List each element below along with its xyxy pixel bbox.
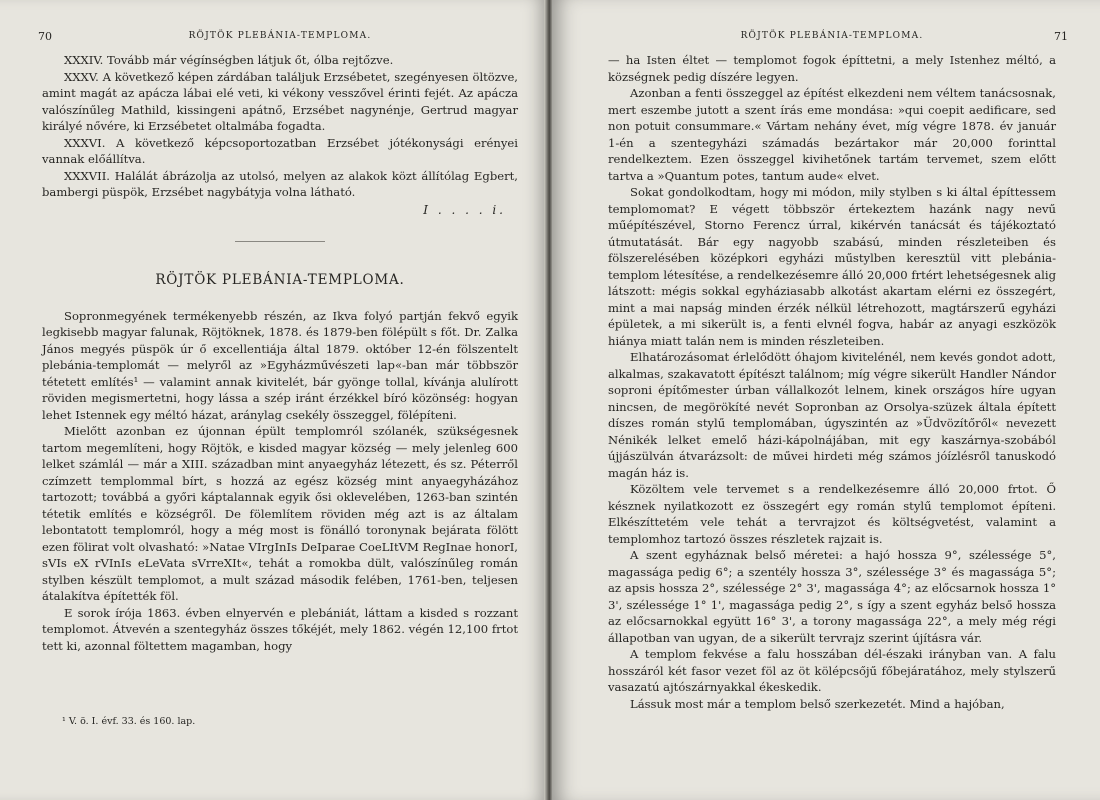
article-paragraph: Azonban a fenti összeggel az építést elkezdeni nem véltem tanácsosnak, mert eszembe jutott a szent írás eme mondása: »qui coepit aedificare, sed non potuit consummare.« Vártam nehány évet, míg végre 1878. év január 1-én a szentegyházi számadás bezártakor már 20,000 forinttal rendelkeztem. Ezen összeggel kivihetőnek tartám tervemet, szem előtt tartva a »Quantum potes, tantum aude« elvet. [608, 86, 1056, 183]
left-page [0, 0, 546, 800]
author-signature: I . . . . i. [423, 202, 506, 217]
paragraph-xxxiv: XXXIV. Tovább már végínségben látjuk őt, ólba rejtőzve. [64, 53, 394, 67]
article-paragraph: A szent egyháznak belső méretei: a hajó hossza 9°, szélessége 5°, magassága pedig 6°; a szentély hossza 3°, szélessége 3° és magassága 5°; az apsis hossza 2°, szélessége 2° 3', magassága 4°; az előcsarnok hossza 1° 3', szélessége 1° 1', magassága pedig 2°, s így a szent egyház belső hossza az előcsarnokkal együtt 16° 3', a torony magassága 22°, a mely még régi állapotban van ugyan, de a sikerült tervrajz szerint újításra vár. [608, 548, 1056, 645]
right-running-header [608, 30, 1068, 52]
article-paragraph: Sopronmegyének termékenyebb részén, az Ikva folyó partján fekvő egyik legkisebb magyar falunak, Röjtöknek, 1878. és 1879-ben fölépült s főt. Dr. Zalka János megyés püspök úr ő excellentiája által 1879. október 12-én fölszentelt plebánia-templomát — melyről az »Egyházművészeti lap«-ban már többször tétetett említés¹ — valamint annak kivitelét, bár gyönge tollal, kívánja alulírott röviden megismertetni, hogy lássa a szép iránt érzékkel bíró közönség: hogyan lehet Istennek egy méltó házat, aránylag csekély összeggel, fölépíteni. [42, 308, 518, 422]
right-running-head-title: RÖJTÖK PLEBÁNIA-TEMPLOMA. [740, 31, 924, 41]
footnote: ¹ V. ö. I. évf. 33. és 160. lap. [62, 716, 196, 727]
article-paragraph: — ha Isten éltet — templomot fogok építtetni, a mely Istenhez méltó, a községnek pedig díszére legyen. [608, 53, 1056, 84]
article-paragraph: Mielőtt azonban ez újonnan épült templomról szólanék, szükségesnek tartom megemlíteni, hogy Röjtök, e kisded magyar község — mely jelenleg 600 lelket számlál — már a XIII. században mint anyaegyház létezett, és sz. Péterről czímzett templommal bírt, s hozzá az egész község mint anyaegyházához tartozott; továbbá a győri káptalannak egyik ősi oklevelében, 1263-ban szintén tétetik említés e községről. De fölemlítem röviden még azt is az általam lebontatott templomról, hogy a még most is fönálló toronynak bejárata fölött ezen fölirat volt olvasható: »Natae VIrgInIs DeIparae CoeLItVM RegInae honorI, sVIs eX rVInIs eLeVata sVrreXIt«, tehát a romokba dült, valószínűleg román stylben készült templomot, a mult század második felében, 1761-ben, teljesen átalakítva építették föl. [42, 424, 518, 603]
article-paragraph: Sokat gondolkodtam, hogy mi módon, mily stylben s ki által építtessem templomomat? E végett többször értekeztem hazánk nagy nevű műépítészével, Storno Ferencz úrral, kikérvén tanácsát és tájékoztató útmutatását. Bár egy nagyobb szabású, minden részleteiben és fölszerelésében középkori egyházi műstylben keresztül vitt plebánia-templom létesítése, a rendelkezésemre álló 20,000 frtért lehetségesnek alig látszott: mégis sokkal egyháziasabb alkotást akartam elérni ez összegért, mint a mai napság minden érzék nélkül létrehozott, magtárszerű egyházi épületek, a mi sikerült is, a fenti elvnél fogva, habár az anyagi eszközök hiánya miatt talán nem is minden részleteiben. [608, 185, 1056, 348]
right-page [552, 0, 1100, 800]
section-divider [235, 241, 325, 242]
right-page-number: 71 [1054, 30, 1068, 43]
paragraph-xxxvi: XXXVI. A következő képcsoportozatban Erzsébet jótékonysági erényei vannak előállítva. [42, 135, 518, 166]
article-paragraph: Elhatározásomat érlelődött óhajom kivitelénél, nem kevés gondot adott, alkalmas, szakavatott építészt találnom; míg végre sikerült Handler Nándor soproni építőmester úrban vállalkozót lelnem, kinek országos híre ugyan nincsen, de megörökíté nevét Sopronban az Orsolya-szüzek általa épített díszes román stylű templomában, úgyszintén az »Üdvözítőről« nevezett Nénikék lelket emelő házi-kápolnájában, mit egy kaszárnya-szobából újjászülván átvarázsolt: de művei hirdeti még számos jóízlésről tanuskodó magán ház is. [608, 350, 1056, 480]
left-running-head-title: RÖJTÖK PLEBÁNIA-TEMPLOMA. [188, 31, 372, 41]
left-page-number: 70 [38, 30, 52, 43]
paragraph-xxxv: XXXV. A következő képen zárdában találjuk Erzsébetet, szegényesen öltözve, amint magát az apácza lábai elé veti, ki vékony vesszővel érinti fejét. Az apácza valószínűleg Mathild, kissingeni apátnő, Erzsébet nagynénje, Gertrud magyar királyé nővére, ki Erzsébetet oltalmába fogadta. [42, 69, 518, 133]
article-paragraph: Közöltem vele tervemet s a rendelkezésemre álló 20,000 frtot. Ő késznek nyilatkozott ez összegért egy román stylű templomot építeni. Elkészíttetém vele tehát a tervrajzot és költségvetést, valamint a templomhoz tartozó összes részletek rajzait is. [608, 482, 1056, 546]
paragraph-xxxvii: XXXVII. Halálát ábrázolja az utolsó, melyen az alakok közt állítólag Egbert, bambergi püspök, Erzsébet nagybátyja volna látható. [42, 168, 518, 199]
article-paragraph: A templom fekvése a falu hosszában dél-északi irányban van. A falu hosszáról két fasor vezet föl az öt kölépcsőjű főbejáratához, mely stylszerű vasazatú ajtószárnyakkal ékeskedik. [608, 647, 1056, 694]
article-paragraph: E sorok írója 1863. évben elnyervén e plebániát, láttam a kisded s rozzant templomot. Átvevén a szentegyház összes tőkéjét, mely 1862. végén 12,100 frtot tett ki, azonnal föltettem magamban, hogy [42, 605, 518, 653]
article-title: RÖJTÖK PLEBÁNIA-TEMPLOMA. [155, 271, 405, 288]
article-paragraph: Lássuk most már a templom belső szerkezetét. Mind a hajóban, [630, 696, 1005, 711]
left-running-header [38, 30, 518, 52]
